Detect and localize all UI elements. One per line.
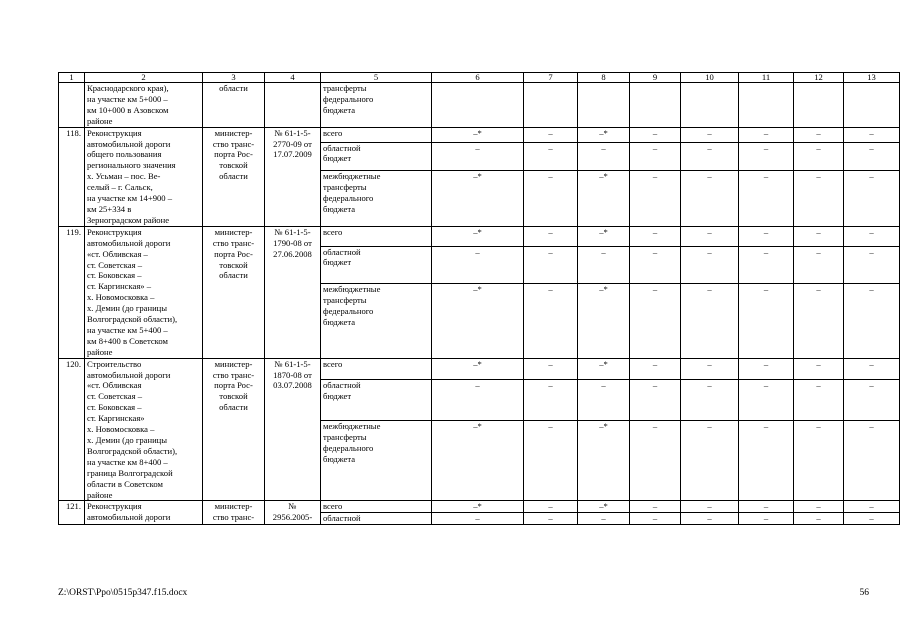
value-cell: – bbox=[844, 380, 900, 421]
value-cell: – bbox=[844, 142, 900, 171]
value-cell: – bbox=[794, 127, 844, 142]
value-cell: – bbox=[524, 171, 578, 227]
value-cell: – bbox=[578, 246, 630, 284]
header-cell: 11 bbox=[739, 73, 794, 83]
value-cell: – bbox=[844, 513, 900, 525]
value-cell bbox=[578, 83, 630, 128]
funding-source-cell: областной бюджет bbox=[321, 380, 432, 421]
document-cell bbox=[265, 83, 321, 128]
value-cell: – bbox=[794, 171, 844, 227]
document-cell: № 61-1-5- 1790-08 от 27.06.2008 bbox=[265, 226, 321, 358]
row-number-cell: 119. bbox=[59, 226, 85, 358]
value-cell: – bbox=[630, 358, 681, 379]
funding-source-cell: всего bbox=[321, 501, 432, 513]
header-cell: 8 bbox=[578, 73, 630, 83]
value-cell: – bbox=[739, 421, 794, 501]
value-cell: – bbox=[739, 127, 794, 142]
value-cell: – bbox=[844, 358, 900, 379]
table-row bbox=[59, 501, 900, 513]
value-cell: –* bbox=[578, 226, 630, 246]
value-cell: – bbox=[578, 380, 630, 421]
document-cell: № 2956.2005- bbox=[265, 501, 321, 525]
value-cell: – bbox=[681, 421, 739, 501]
value-cell: –* bbox=[578, 127, 630, 142]
value-cell: – bbox=[630, 421, 681, 501]
row-number-cell: 121. bbox=[59, 501, 85, 525]
value-cell bbox=[794, 83, 844, 128]
value-cell: – bbox=[844, 171, 900, 227]
header-cell: 2 bbox=[85, 73, 203, 83]
ministry-cell: министер- ство транс- порта Рос- товской области bbox=[203, 127, 265, 226]
value-cell: –* bbox=[578, 358, 630, 379]
value-cell: – bbox=[794, 246, 844, 284]
value-cell: – bbox=[794, 421, 844, 501]
value-cell: – bbox=[794, 513, 844, 525]
value-cell: – bbox=[432, 142, 524, 171]
row-number-cell: 118. bbox=[59, 127, 85, 226]
value-cell: – bbox=[739, 142, 794, 171]
value-cell: – bbox=[844, 226, 900, 246]
value-cell: – bbox=[739, 284, 794, 358]
value-cell: – bbox=[432, 513, 524, 525]
value-cell: –* bbox=[432, 171, 524, 227]
ministry-cell: министер- ство транс- bbox=[203, 501, 265, 525]
value-cell bbox=[844, 83, 900, 128]
value-cell: –* bbox=[432, 501, 524, 513]
value-cell: – bbox=[630, 226, 681, 246]
value-cell bbox=[630, 83, 681, 128]
value-cell: – bbox=[844, 501, 900, 513]
value-cell: –* bbox=[432, 127, 524, 142]
value-cell: – bbox=[739, 226, 794, 246]
value-cell: – bbox=[681, 246, 739, 284]
value-cell: –* bbox=[578, 421, 630, 501]
value-cell: – bbox=[578, 142, 630, 171]
funding-source-cell: всего bbox=[321, 127, 432, 142]
funding-source-cell: трансферты федерального бюджета bbox=[321, 83, 432, 128]
header-row bbox=[59, 73, 900, 83]
value-cell: –* bbox=[432, 358, 524, 379]
value-cell: – bbox=[524, 501, 578, 513]
value-cell: – bbox=[844, 284, 900, 358]
value-cell: – bbox=[681, 127, 739, 142]
value-cell bbox=[524, 83, 578, 128]
value-cell: – bbox=[524, 358, 578, 379]
funding-source-cell: областной бюджет bbox=[321, 142, 432, 171]
table-body bbox=[59, 83, 900, 525]
header-cell: 13 bbox=[844, 73, 900, 83]
value-cell: – bbox=[844, 246, 900, 284]
header-cell: 6 bbox=[432, 73, 524, 83]
value-cell: – bbox=[524, 226, 578, 246]
object-name-cell: Реконструкция автомобильной дороги общего пользования регионального значения х. Усьман – пос. Ве- селый – г. Сальск, на участке км 14+900 – км 25+334 в Зерноградском районе bbox=[85, 127, 203, 226]
value-cell: –* bbox=[432, 284, 524, 358]
value-cell: – bbox=[794, 226, 844, 246]
value-cell: – bbox=[681, 358, 739, 379]
funding-table bbox=[58, 72, 900, 525]
value-cell: – bbox=[794, 358, 844, 379]
value-cell: – bbox=[739, 171, 794, 227]
value-cell: – bbox=[844, 421, 900, 501]
value-cell: – bbox=[524, 421, 578, 501]
value-cell bbox=[739, 83, 794, 128]
value-cell: – bbox=[739, 513, 794, 525]
value-cell: – bbox=[630, 127, 681, 142]
value-cell: – bbox=[739, 246, 794, 284]
value-cell: – bbox=[630, 501, 681, 513]
header-cell: 5 bbox=[321, 73, 432, 83]
funding-source-cell: всего bbox=[321, 358, 432, 379]
header-cell: 7 bbox=[524, 73, 578, 83]
value-cell: – bbox=[844, 127, 900, 142]
value-cell: – bbox=[432, 246, 524, 284]
value-cell: – bbox=[681, 501, 739, 513]
value-cell: – bbox=[578, 513, 630, 525]
header-cell: 12 bbox=[794, 73, 844, 83]
page-number: 56 bbox=[859, 588, 869, 598]
continuation-row bbox=[59, 83, 900, 128]
object-name-cell: Строительство автомобильной дороги «ст. Обливская ст. Советская – ст. Боковская – ст. Каргинская» х. Новомосковка – х. Демин (до границы Волгоградской области), на участке км 8+400 – граница Волгоградской области в Советском районе bbox=[85, 358, 203, 501]
value-cell: – bbox=[524, 284, 578, 358]
ministry-cell: министер- ство транс- порта Рос- товской области bbox=[203, 358, 265, 501]
ministry-cell: области bbox=[203, 83, 265, 128]
funding-source-cell: областной бюджет bbox=[321, 246, 432, 284]
value-cell: – bbox=[681, 142, 739, 171]
value-cell: –* bbox=[432, 226, 524, 246]
funding-source-cell: межбюджетные трансферты федерального бюджета bbox=[321, 171, 432, 227]
funding-source-cell: областной bbox=[321, 513, 432, 525]
header-cell: 10 bbox=[681, 73, 739, 83]
value-cell: – bbox=[432, 380, 524, 421]
row-number-cell bbox=[59, 83, 85, 128]
value-cell: – bbox=[630, 246, 681, 284]
value-cell: – bbox=[524, 513, 578, 525]
value-cell: – bbox=[681, 380, 739, 421]
funding-source-cell: межбюджетные трансферты федерального бюджета bbox=[321, 284, 432, 358]
value-cell: – bbox=[524, 246, 578, 284]
value-cell: – bbox=[739, 380, 794, 421]
table-row bbox=[59, 358, 900, 379]
value-cell: –* bbox=[578, 284, 630, 358]
table-row bbox=[59, 127, 900, 142]
value-cell: – bbox=[794, 380, 844, 421]
value-cell bbox=[432, 83, 524, 128]
object-name-cell: Краснодарского края), на участке км 5+000 – км 10+000 в Азовском районе bbox=[85, 83, 203, 128]
value-cell: – bbox=[794, 142, 844, 171]
value-cell: – bbox=[794, 501, 844, 513]
header-cell: 3 bbox=[203, 73, 265, 83]
value-cell: – bbox=[681, 513, 739, 525]
table-header bbox=[59, 73, 900, 83]
value-cell: – bbox=[524, 380, 578, 421]
file-path-footer: Z:\ORST\Ppo\0515p347.f15.docx bbox=[58, 588, 188, 598]
value-cell: – bbox=[630, 513, 681, 525]
value-cell bbox=[681, 83, 739, 128]
value-cell: –* bbox=[432, 421, 524, 501]
document-cell: № 61-1-5- 2770-09 от 17.07.2009 bbox=[265, 127, 321, 226]
value-cell: – bbox=[681, 171, 739, 227]
funding-source-cell: межбюджетные трансферты федерального бюджета bbox=[321, 421, 432, 501]
header-cell: 1 bbox=[59, 73, 85, 83]
object-name-cell: Реконструкция автомобильной дороги «ст. Обливская – ст. Советская – ст. Боковская – ст. Каргинская» – х. Новомосковка – х. Демин (до границы Волгоградской области), на участке км 5+400 – км 8+400 в Советском районе bbox=[85, 226, 203, 358]
value-cell: – bbox=[630, 284, 681, 358]
value-cell: – bbox=[630, 142, 681, 171]
ministry-cell: министер- ство транс- порта Рос- товской области bbox=[203, 226, 265, 358]
object-name-cell: Реконструкция автомобильной дороги bbox=[85, 501, 203, 525]
table-row bbox=[59, 226, 900, 246]
row-number-cell: 120. bbox=[59, 358, 85, 501]
value-cell: –* bbox=[578, 501, 630, 513]
value-cell: – bbox=[524, 142, 578, 171]
document-cell: № 61-1-5- 1870-08 от 03.07.2008 bbox=[265, 358, 321, 501]
value-cell: – bbox=[739, 501, 794, 513]
value-cell: – bbox=[524, 127, 578, 142]
value-cell: – bbox=[681, 226, 739, 246]
header-cell: 9 bbox=[630, 73, 681, 83]
value-cell: – bbox=[630, 380, 681, 421]
value-cell: –* bbox=[578, 171, 630, 227]
funding-source-cell: всего bbox=[321, 226, 432, 246]
value-cell: – bbox=[681, 284, 739, 358]
header-cell: 4 bbox=[265, 73, 321, 83]
value-cell: – bbox=[739, 358, 794, 379]
value-cell: – bbox=[630, 171, 681, 227]
value-cell: – bbox=[794, 284, 844, 358]
